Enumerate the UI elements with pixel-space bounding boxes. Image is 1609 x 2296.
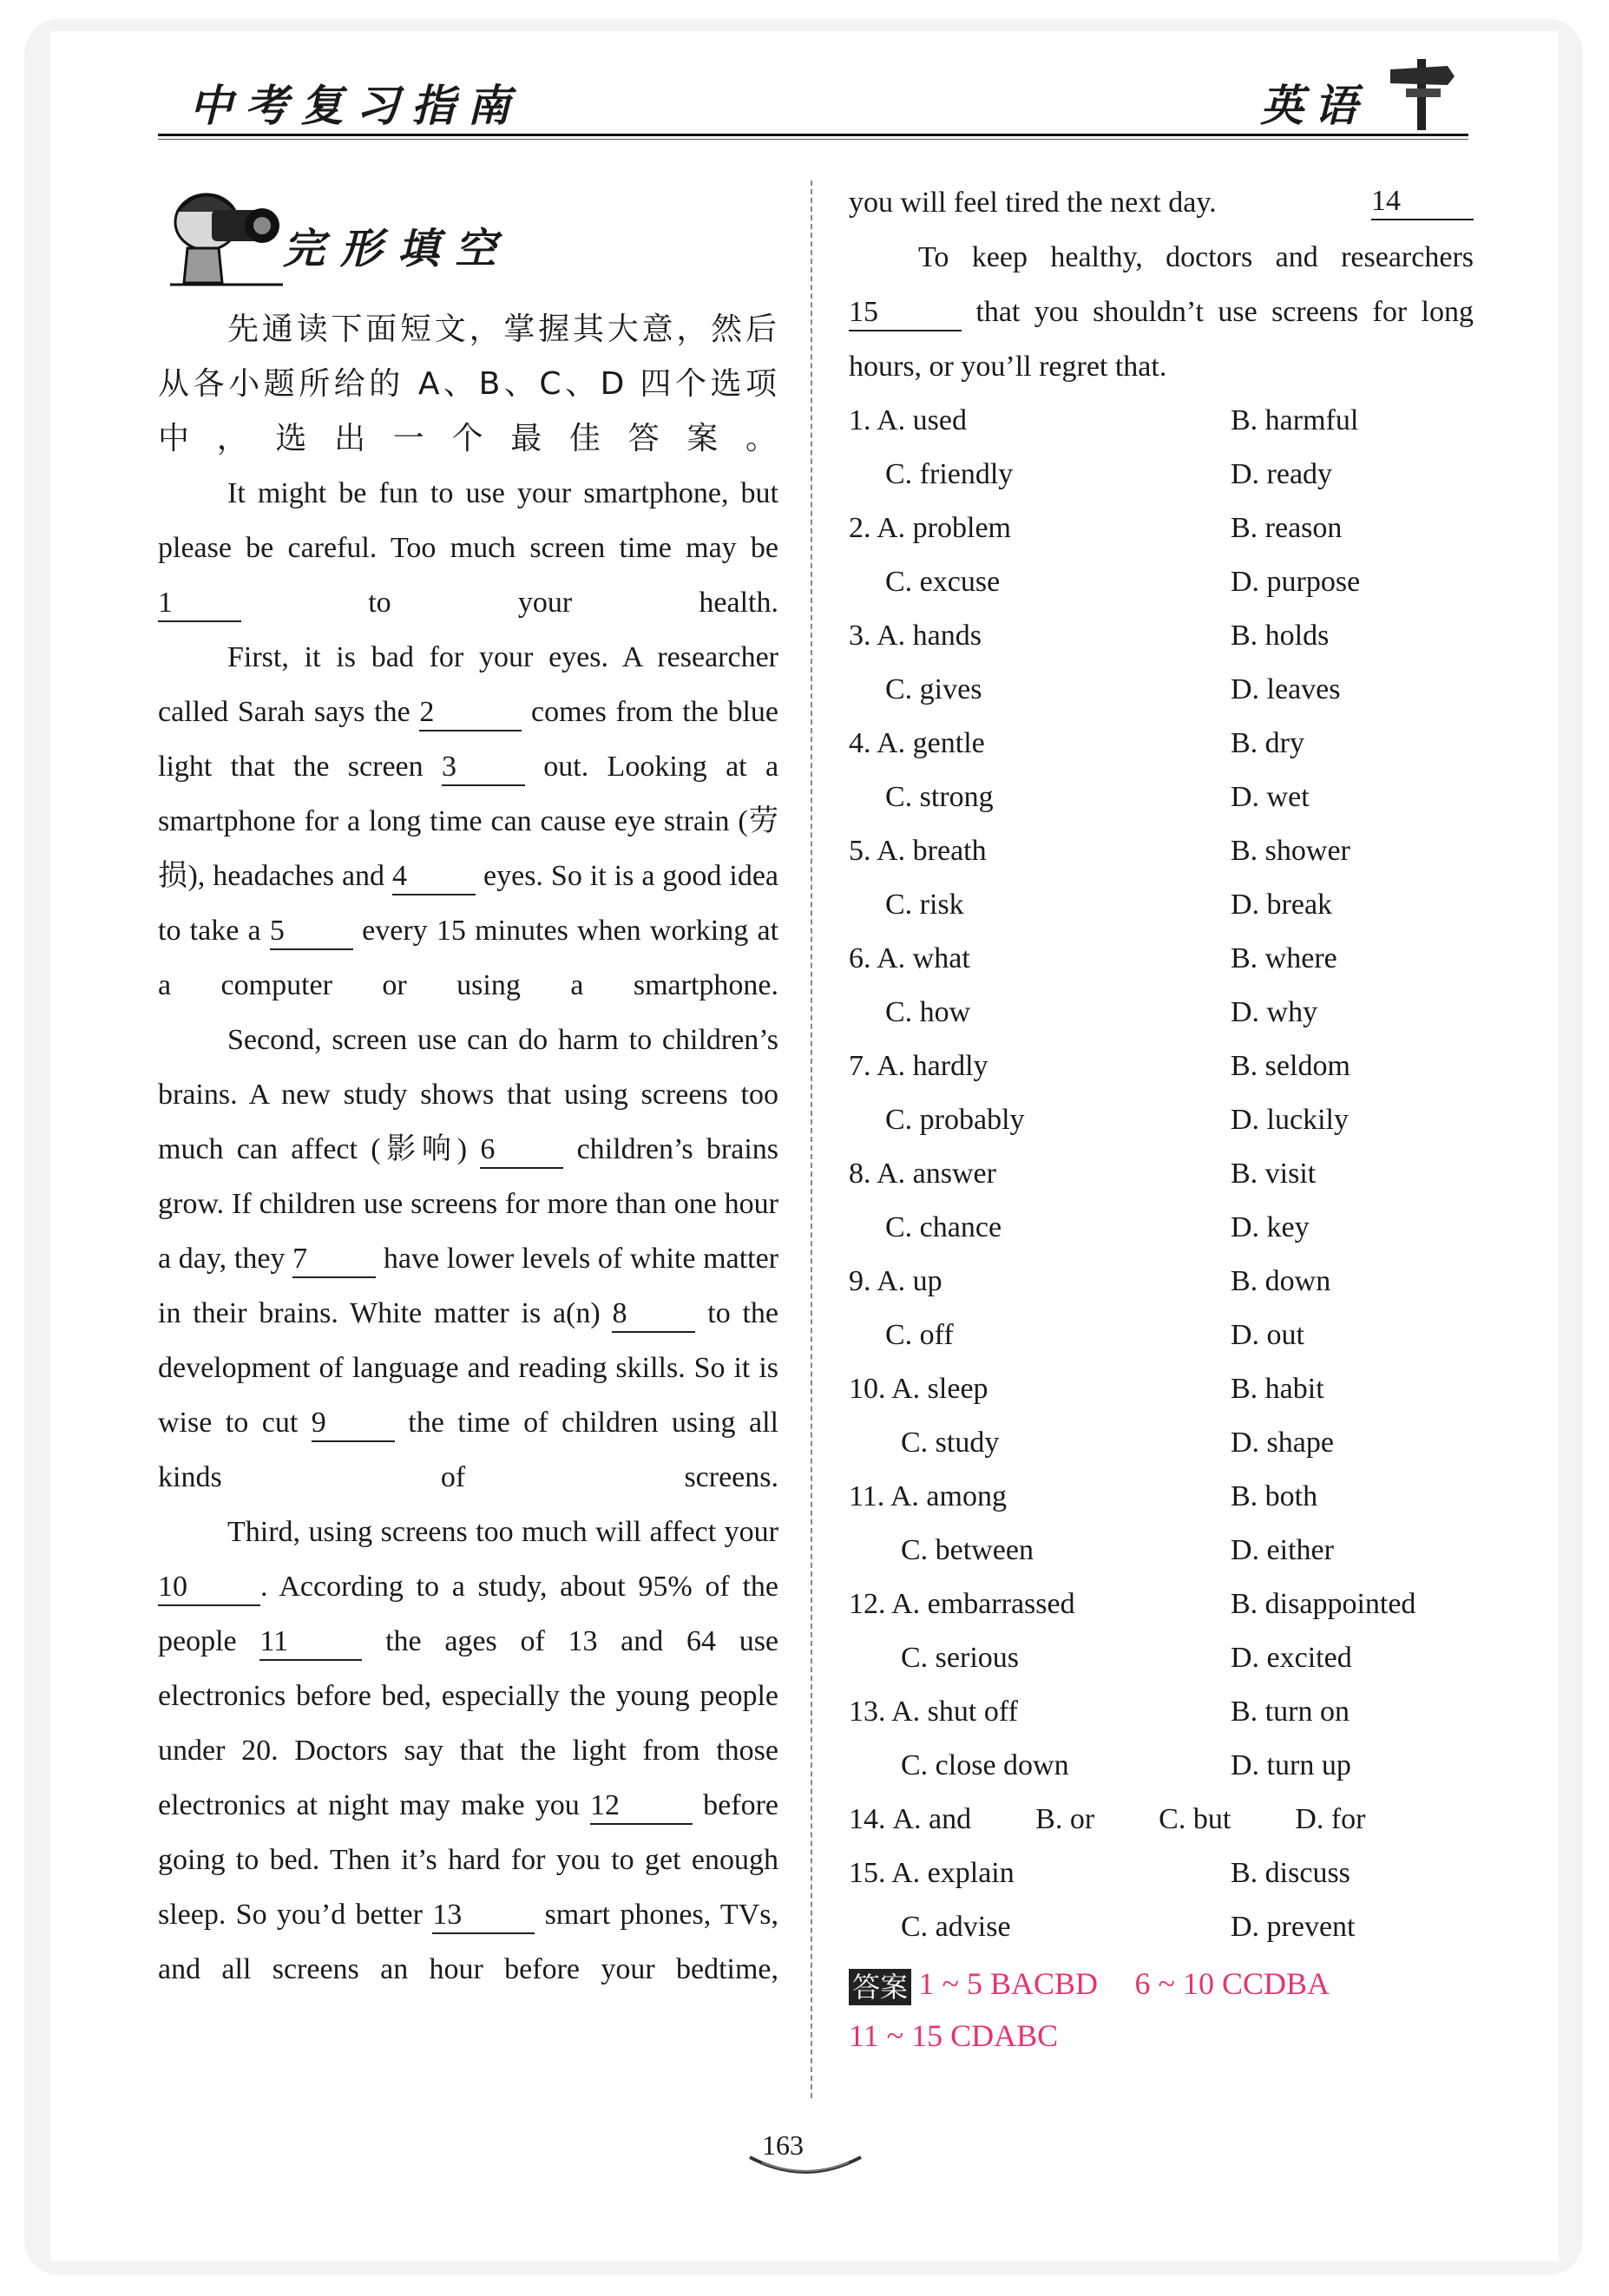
text: Third, using screens too much will affect your: [227, 1516, 778, 1548]
option-c: C. strong: [885, 781, 994, 813]
option-b: B. habit: [1231, 1373, 1324, 1405]
text: It might be fun to use your smartphone, but please be careful. Too much screen time may be: [158, 477, 778, 564]
paragraph-4-tail: [849, 175, 1474, 230]
question-10-row-2: [849, 1416, 1474, 1470]
text: to the development of language and reading skills. So it is wise to cut: [158, 1297, 779, 1439]
option-c: C. how: [885, 996, 971, 1028]
blank-11: 11: [259, 1624, 362, 1661]
question-number: 11.: [849, 1480, 885, 1512]
answer-tag: 答案: [849, 1969, 911, 2005]
text: First, it is bad for your eyes. A researcher called Sarah says the: [158, 641, 778, 728]
option-c: C. serious: [901, 1642, 1019, 1674]
question-number: 5.: [849, 835, 871, 867]
question-5-row: [849, 824, 1474, 878]
page-number: 163: [762, 2129, 804, 2161]
question-5-row-2: [849, 878, 1474, 932]
question-1-row: [849, 394, 1474, 448]
option-c: C. advise: [901, 1911, 1011, 1943]
question-13-row: [849, 1685, 1474, 1739]
question-number: 2.: [849, 512, 871, 544]
option-b: B. harmful: [1231, 404, 1359, 436]
option-d: D. why: [1231, 996, 1318, 1028]
question-15-row-2: [849, 1900, 1474, 1954]
option-a: A. gentle: [877, 727, 985, 759]
option-d: D. turn up: [1231, 1749, 1351, 1781]
option-d: D. leaves: [1231, 673, 1341, 705]
text: the ages of 13 and 64 use electronics before bed, especially the young people under 20. Doctors say that the light from those electronics at night may make you: [158, 1625, 779, 1821]
option-a: A. shut off: [891, 1696, 1018, 1728]
option-b: B. dry: [1231, 727, 1304, 759]
question-number: 15.: [849, 1857, 886, 1889]
question-number: 6.: [849, 942, 871, 974]
option-b: B. discuss: [1231, 1857, 1350, 1889]
option-c: C. gives: [885, 673, 982, 705]
option-c: C. off: [885, 1319, 954, 1351]
section-title: 完形填空: [283, 225, 513, 273]
option-c: C. excuse: [885, 566, 1001, 598]
option-a: A. hardly: [877, 1050, 988, 1082]
blank-13: 13: [432, 1898, 535, 1934]
text: out. Looking at a smartphone for a long time can cause eye strain (劳损), headaches and: [158, 751, 779, 892]
question-7-row-2: [849, 1093, 1474, 1147]
header-rule-thin: [158, 139, 1468, 140]
question-1-row-2: [849, 448, 1474, 502]
option-c: C. friendly: [885, 458, 1014, 490]
option-c: C. but: [1159, 1803, 1231, 1835]
option-d: D. key: [1231, 1211, 1310, 1243]
option-a: A. and: [892, 1803, 972, 1835]
option-d: D. ready: [1231, 458, 1333, 490]
instructions: 先通读下面短文，掌握其大意，然后从各小题所给的 A、B、C、D 四个选项中，选出一个最佳答案。: [158, 312, 778, 456]
blank-15: 15: [849, 295, 962, 331]
option-c: C. probably: [885, 1104, 1025, 1136]
option-a: A. problem: [877, 512, 1011, 544]
text: the time of children using all kinds of screens.: [158, 1407, 779, 1493]
question-9-row-2: [849, 1309, 1474, 1362]
question-number: 14.: [849, 1803, 886, 1835]
question-14-row: [849, 1793, 1474, 1847]
header-subject: 英语: [1260, 80, 1368, 131]
option-d: D. wet: [1231, 781, 1310, 813]
options-list: [849, 394, 1474, 1954]
text: To keep healthy, doctors and researchers: [918, 241, 1474, 273]
text: eyes. So it is a good idea to take a: [158, 860, 778, 947]
option-b: B. where: [1231, 942, 1337, 974]
question-10-row: [849, 1362, 1474, 1416]
option-a: A. embarrassed: [891, 1588, 1075, 1620]
question-number: 1.: [849, 404, 871, 436]
answer-6-10: 6 ~ 10 CCDBA: [1134, 1966, 1330, 2001]
text: have lower levels of white matter in their brains. White matter is a(n): [158, 1243, 779, 1329]
question-13-row-2: [849, 1739, 1474, 1793]
option-d: D. prevent: [1231, 1911, 1356, 1943]
paragraph-1: [158, 466, 778, 630]
option-b: B. both: [1231, 1480, 1318, 1512]
option-d: D. break: [1231, 889, 1333, 921]
text: smart phones, TVs, and all screens an hour before your bedtime,: [158, 1899, 778, 1985]
question-number: 13.: [849, 1696, 886, 1728]
option-c: C. close down: [901, 1749, 1069, 1781]
blank-4: 4: [392, 859, 476, 895]
answer-block: [849, 1958, 1474, 2062]
text: you will feel tired the next day.: [849, 187, 1217, 219]
option-b: B. turn on: [1231, 1696, 1350, 1728]
option-b: B. seldom: [1231, 1050, 1350, 1082]
text: every 15 minutes when working at a computer or using a smartphone.: [158, 915, 779, 1001]
option-a: A. answer: [877, 1158, 996, 1190]
right-column: [849, 175, 1474, 2062]
paragraph-5: [849, 230, 1474, 394]
option-d: D. out: [1231, 1319, 1304, 1351]
question-2-row: [849, 502, 1474, 555]
question-12-row: [849, 1578, 1474, 1631]
paragraph-3: [158, 1013, 778, 1505]
text: that you shouldn’t use screens for long hours, or you’ll regret that.: [849, 296, 1474, 383]
blank-2: 2: [419, 695, 522, 731]
question-9-row: [849, 1255, 1474, 1309]
option-d: D. excited: [1231, 1642, 1352, 1674]
option-a: A. what: [877, 942, 970, 974]
question-number: 3.: [849, 620, 871, 652]
header-rule: [158, 134, 1468, 136]
question-8-row-2: [849, 1201, 1474, 1255]
option-b: B. shower: [1231, 835, 1350, 867]
question-8-row: [849, 1147, 1474, 1201]
option-b: B. or: [1035, 1803, 1095, 1835]
option-a: A. hands: [877, 620, 982, 652]
blank-10: 10: [158, 1570, 260, 1606]
paragraph-4: [158, 1505, 778, 1997]
option-d: D. for: [1295, 1803, 1366, 1835]
option-c: C. study: [901, 1427, 1000, 1459]
question-2-row-2: [849, 555, 1474, 609]
option-a: A. among: [890, 1480, 1007, 1512]
answer-1-5: 1 ~ 5 BACBD: [918, 1966, 1099, 2001]
question-number: 10.: [849, 1373, 886, 1405]
paragraph-2: [158, 630, 778, 1013]
question-3-row-2: [849, 663, 1474, 717]
text: before going to bed. Then it’s hard for you to get enough sleep. So you’d better: [158, 1789, 778, 1931]
question-6-row: [849, 932, 1474, 986]
blank-12: 12: [590, 1788, 693, 1825]
question-12-row-2: [849, 1631, 1474, 1685]
question-4-row: [849, 717, 1474, 771]
option-b: B. disappointed: [1231, 1588, 1416, 1620]
option-b: B. reason: [1231, 512, 1343, 544]
question-number: 7.: [849, 1050, 871, 1082]
text: to your health.: [368, 587, 778, 619]
option-a: A. sleep: [891, 1373, 988, 1405]
option-a: A. used: [877, 404, 968, 436]
text: Second, screen use can do harm to children’s brains. A new study shows that using screens too much can affect (影响): [158, 1024, 778, 1165]
option-d: D. either: [1231, 1534, 1334, 1566]
question-11-row-2: [849, 1524, 1474, 1578]
blank-3: 3: [442, 750, 525, 786]
header-book-title: 中考复习指南: [189, 80, 522, 131]
option-a: A. breath: [877, 835, 987, 867]
answer-11-15: 11 ~ 15 CDABC: [849, 2018, 1059, 2053]
question-number: 4.: [849, 727, 871, 759]
signpost-icon: [1387, 54, 1458, 132]
blank-5: 5: [270, 914, 353, 950]
question-number: 8.: [849, 1158, 871, 1190]
camera-mascot-icon: [161, 179, 283, 290]
question-4-row-2: [849, 771, 1474, 824]
text: . According to a study, about 95% of the people: [158, 1571, 778, 1657]
text: comes from the blue light that the screen: [158, 696, 779, 783]
option-a: A. explain: [891, 1857, 1015, 1889]
column-divider: [811, 180, 812, 2098]
option-d: D. shape: [1231, 1427, 1334, 1459]
question-3-row: [849, 609, 1474, 663]
option-c: C. risk: [885, 889, 964, 921]
option-b: B. down: [1231, 1265, 1331, 1297]
option-b: B. holds: [1231, 620, 1330, 652]
blank-14: 14: [1371, 184, 1474, 220]
left-column: [158, 302, 778, 1997]
page-ornament-icon: [745, 2152, 866, 2181]
question-number: 12.: [849, 1588, 886, 1620]
option-d: D. purpose: [1231, 566, 1361, 598]
blank-6: 6: [480, 1132, 563, 1169]
option-c: C. chance: [885, 1211, 1002, 1243]
question-6-row-2: [849, 986, 1474, 1040]
question-15-row: [849, 1847, 1474, 1900]
question-number: 9.: [849, 1265, 871, 1297]
blank-8: 8: [612, 1296, 695, 1333]
question-7-row: [849, 1040, 1474, 1093]
option-c: C. between: [901, 1534, 1034, 1566]
blank-1: 1: [158, 586, 241, 622]
blank-9: 9: [312, 1406, 395, 1442]
question-11-row: [849, 1470, 1474, 1524]
option-d: D. luckily: [1231, 1104, 1349, 1136]
text: children’s brains grow. If children use screens for more than one hour a day, they: [158, 1133, 779, 1275]
option-b: B. visit: [1231, 1158, 1317, 1190]
blank-7: 7: [292, 1242, 376, 1278]
option-a: A. up: [877, 1265, 942, 1297]
